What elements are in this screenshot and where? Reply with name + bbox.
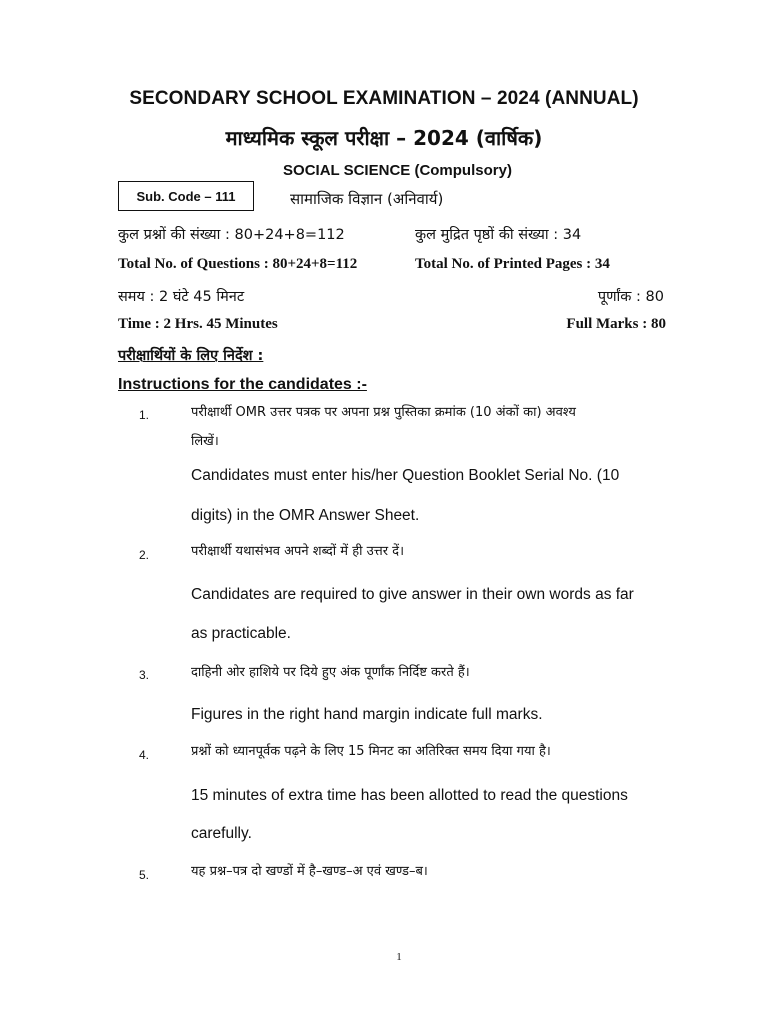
full-marks-english: Full Marks : 80 [566,316,666,332]
time-english: Time : 2 Hrs. 45 Minutes [118,316,278,332]
full-marks-hindi: पूर्णांक : 80 [597,289,664,305]
instruction-1-hindi-line1: परीक्षार्थी OMR उत्तर पत्रक पर अपना प्रश्न पुस्तिका क्रमांक (10 अंकों का) अवश्य [191,405,576,420]
exam-title-hindi: माध्यमिक स्कूल परीक्षा – 2024 (वार्षिक) [225,126,543,150]
exam-title-english: SECONDARY SCHOOL EXAMINATION – 2024 (ANNUAL) [129,88,639,109]
instruction-3-hindi-line1: दाहिनी ओर हाशिये पर दिये हुए अंक पूर्णांक निर्दिष्ट करते हैं। [191,665,470,680]
instruction-4-english-line2: carefully. [191,825,252,842]
instructions-heading-hindi: परीक्षार्थियों के लिए निर्देश : [118,348,264,364]
time-hindi: समय : 2 घंटे 45 मिनट [118,289,245,305]
subject-hindi: सामाजिक विज्ञान (अनिवार्य) [290,190,444,208]
instruction-1-english-line1: Candidates must enter his/her Question Booklet Serial No. (10 [191,467,620,484]
instruction-1-hindi-line2: लिखें। [191,434,219,449]
instruction-2-hindi-line1: परीक्षार्थी यथासंभव अपने शब्दों में ही उत्तर दें। [191,544,404,559]
printed-pages-english: Total No. of Printed Pages : 34 [415,256,610,272]
instruction-4-hindi-line1: प्रश्नों को ध्यानपूर्वक पढ़ने के लिए 15 मिनट का अतिरिक्त समय दिया गया है। [191,744,551,759]
total-questions-english: Total No. of Questions : 80+24+8=112 [118,256,358,272]
list-item-number: 5. [139,868,150,882]
printed-pages-hindi: कुल मुद्रित पृष्ठों की संख्या : 34 [415,227,582,243]
instruction-5-hindi-line1: यह प्रश्न–पत्र दो खण्डों में है–खण्ड–अ एवं खण्ड–ब। [191,864,428,879]
list-item-number: 1. [139,408,150,422]
list-item-number: 3. [139,668,150,682]
instruction-3-english-line1: Figures in the right hand margin indicate full marks. [191,706,543,723]
subject-code-box: Sub. Code – 111 [118,181,254,211]
list-item-number: 4. [139,748,150,762]
page-number: 1 [396,951,402,963]
list-item-number: 2. [139,548,150,562]
instructions-heading-english: Instructions for the candidates :- [118,376,367,393]
instruction-2-english-line1: Candidates are required to give answer in their own words as far [191,586,634,603]
subject-english: SOCIAL SCIENCE (Compulsory) [283,162,512,179]
instruction-1-english-line2: digits) in the OMR Answer Sheet. [191,507,420,524]
instruction-2-english-line2: as practicable. [191,625,291,642]
total-questions-hindi: कुल प्रश्नों की संख्या : 80+24+8=112 [118,227,345,243]
instruction-4-english-line1: 15 minutes of extra time has been allotted to read the questions [191,787,628,804]
